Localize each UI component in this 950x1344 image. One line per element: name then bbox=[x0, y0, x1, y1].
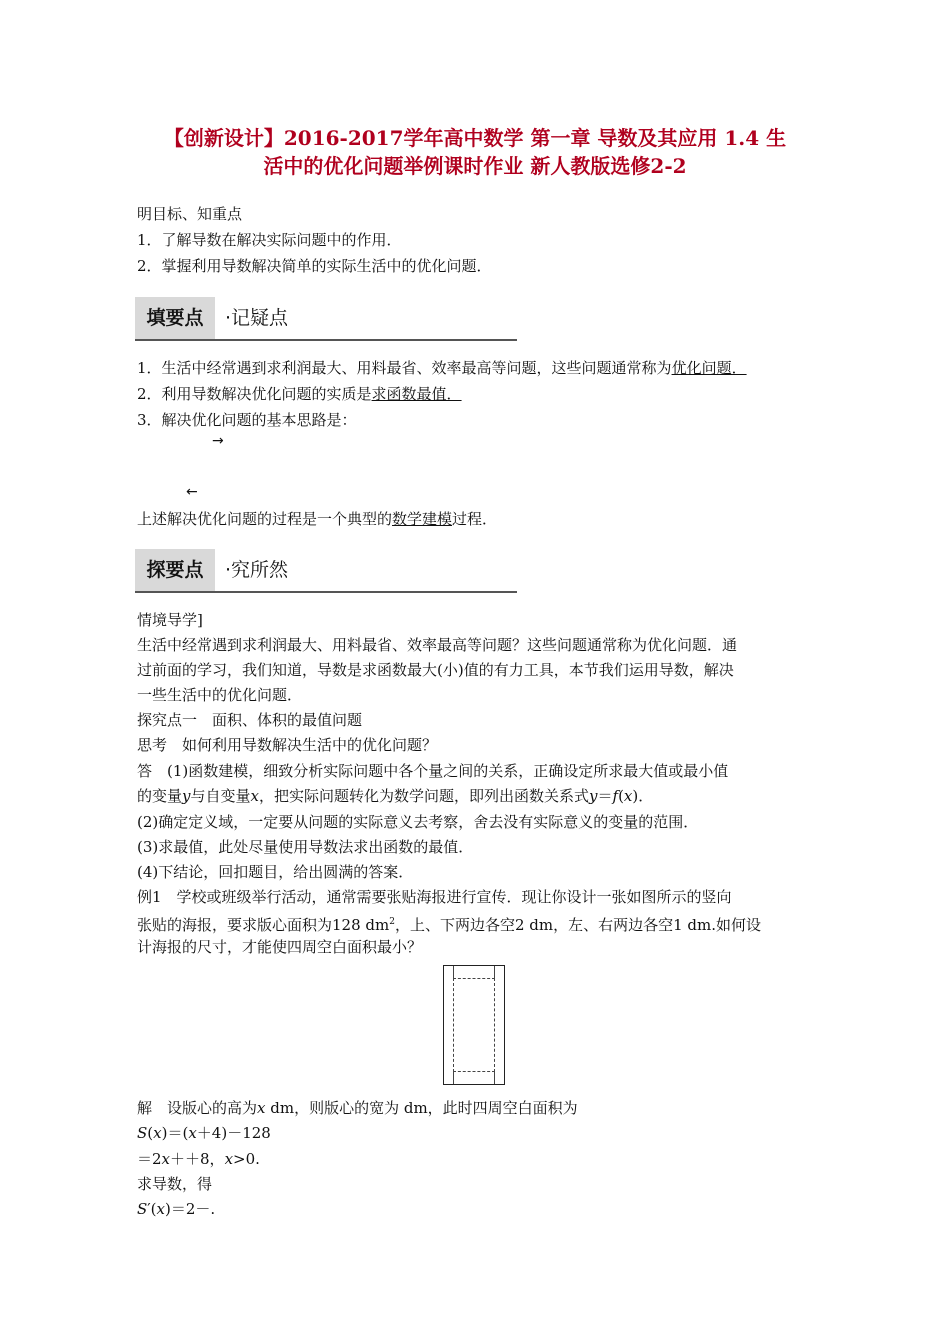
fill-item-4: 上述解决优化问题的过程是一个典型的数学建模过程． bbox=[137, 510, 498, 528]
solution-line: 求导数，得 bbox=[137, 1175, 213, 1193]
section-tag: 探要点 bbox=[135, 549, 215, 591]
section-subtitle: ·究所然 bbox=[225, 559, 289, 581]
section-subtitle: ·记疑点 bbox=[225, 307, 289, 329]
arrow-right-icon: → bbox=[212, 433, 224, 449]
goal-item-1: 1．了解导数在解决实际问题中的作用． bbox=[137, 231, 402, 249]
section-rule bbox=[135, 591, 517, 593]
goal-item-2: 2．掌握利用导数解决简单的实际生活中的优化问题． bbox=[137, 257, 492, 275]
solution-line: S′(x)＝2－. bbox=[137, 1200, 216, 1218]
example-line: 张贴的海报，要求版心面积为128 $dm^2$，上、下两边各空2 dm，左、右两边各空1 dm.如何设 bbox=[137, 916, 762, 934]
think-question: 思考 如何利用导数解决生活中的优化问题？ bbox=[137, 736, 438, 754]
example-line: 计海报的尺寸，才能使四周空白面积最小？ bbox=[137, 938, 423, 956]
answer-blank: 求函数最值． bbox=[371, 385, 462, 403]
fill-item-2: 2．利用导数解决优化问题的实质是求函数最值． bbox=[137, 385, 462, 403]
answer-line: (4)下结论，回扣题目，给出圆满的答案． bbox=[137, 863, 414, 881]
document-title bbox=[120, 124, 830, 180]
solution-line: 解 设版心的高为x dm，则版心的宽为 dm，此时四周空白面积为 bbox=[137, 1099, 578, 1117]
answer-line: (3)求最值，此处尽量使用导数法求出函数的最值． bbox=[137, 838, 474, 856]
margin-tick bbox=[494, 966, 495, 978]
solution-line: ＝2x＋＋8，x>0. bbox=[137, 1150, 260, 1168]
answer-line: (2)确定定义域，一定要从问题的实际意义去考察，舍去没有实际意义的变量的范围． bbox=[137, 813, 699, 831]
section-rule bbox=[135, 339, 517, 341]
fill-item-3: 3．解决优化问题的基本思路是： bbox=[137, 411, 357, 429]
para-line: 过前面的学习，我们知道，导数是求函数最大(小)值的有力工具，本节我们运用导数，解决 bbox=[137, 661, 734, 679]
arrow-left-icon: ← bbox=[186, 484, 198, 500]
margin-tick bbox=[453, 1072, 454, 1084]
margin-tick bbox=[453, 966, 454, 978]
section-banner-explore bbox=[135, 549, 517, 593]
section-tag: 填要点 bbox=[135, 297, 215, 339]
answer-line: 的变量y与自变量x，把实际问题转化为数学问题，即列出函数关系式y＝f(x)． bbox=[137, 787, 654, 805]
answer-blank: 数学建模 bbox=[392, 510, 453, 528]
title-line-2: 活中的优化问题举例课时作业 新人教版选修2-2 bbox=[263, 154, 687, 178]
para-line: 生活中经常遇到求利润最大、用料最省、效率最高等问题？这些问题通常称为优化问题．通 bbox=[137, 636, 738, 654]
section-banner-fill bbox=[135, 297, 517, 341]
answer-line: 答 (1)函数建模，细致分析实际问题中各个量之间的关系，正确设定所求最大值或最小值 bbox=[137, 762, 729, 780]
explore-point-heading: 探究点一 面积、体积的最值问题 bbox=[137, 711, 363, 729]
fill-item-1: 1．生活中经常遇到求利润最大、用料最省、效率最高等问题，这些问题通常称为优化问题． bbox=[137, 359, 747, 377]
answer-blank: 优化问题． bbox=[671, 359, 747, 377]
margin-tick bbox=[494, 1072, 495, 1084]
solution-line: S(x)＝(x＋4)－128 bbox=[137, 1124, 271, 1142]
intro-heading: 情境导学] bbox=[137, 611, 203, 629]
title-line-1: 【创新设计】2016-2017学年高中数学 第一章 导数及其应用 1.4 生 bbox=[163, 126, 787, 150]
para-line: 一些生活中的优化问题． bbox=[137, 686, 303, 704]
example-line: 例1 学校或班级举行活动，通常需要张贴海报进行宣传．现让你设计一张如图所示的竖向 bbox=[137, 888, 732, 906]
goals-heading: 明目标、知重点 bbox=[137, 205, 243, 223]
poster-diagram bbox=[443, 965, 505, 1085]
poster-type-area bbox=[453, 978, 495, 1072]
